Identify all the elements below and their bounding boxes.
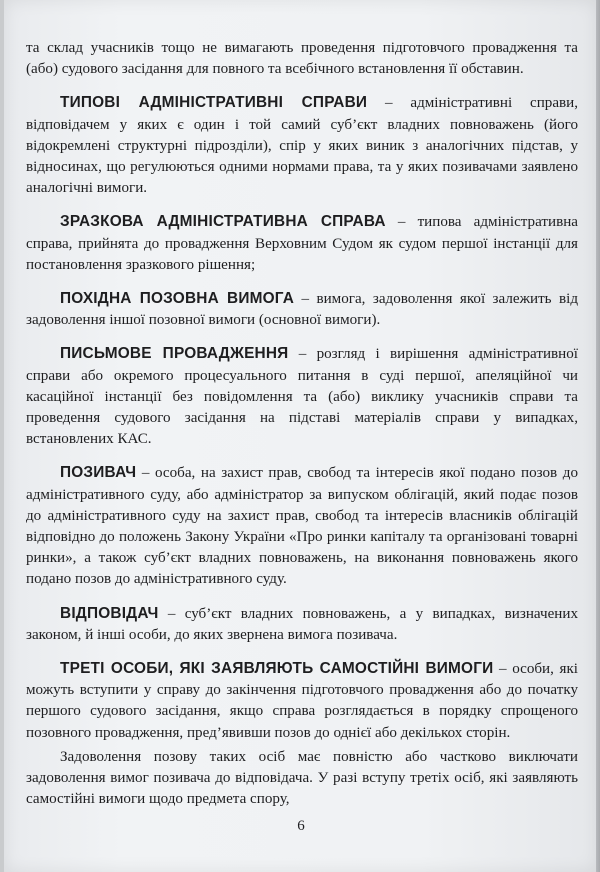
entry-written-proceedings xyxy=(26,343,578,450)
entry-third-parties xyxy=(26,658,578,744)
term-plaintiff: ПОЗИВАЧ xyxy=(60,464,137,482)
definition-model-case: – типова адміністративна справа, прийнята до провадження Верховним Судом як судом першої інстанції для постановлення зразкового рішення; xyxy=(26,214,578,273)
term-written-proceedings: ПИСЬМОВЕ ПРОВАДЖЕННЯ xyxy=(60,345,289,363)
closing-paragraph: Задоволення позову таких осіб має повністю або частково виключати задоволення вимог позивача до відповідача. У разі вступу третіх осіб, які заявляють самостійні вимоги щодо предмета спору, xyxy=(26,748,578,808)
entry-defendant xyxy=(26,603,578,646)
entry-plaintiff xyxy=(26,462,578,590)
page-number: 6 xyxy=(297,818,305,834)
page-text xyxy=(26,38,578,811)
entry-model-case xyxy=(26,211,578,276)
definition-plaintiff: – особа, на захист прав, свобод та інтересів якої подано позов до адміністративного суду, або адміністратор за випуском облігацій, який подає позов до адміністративного суду на захист прав, свобод та інтересів власників облігацій відповідно до положень Закону України «Про ринки капіталу та організовані товарні ринки», а також суб’єкт владних повноважень, на виконання повноважень якого подано позов до адміністративного суду. xyxy=(26,465,578,588)
definition-derived-claim: – вимога, задоволення якої залежить від задоволення іншої позовної вимоги (основної вимоги). xyxy=(26,291,578,329)
page-edge xyxy=(596,0,600,872)
definition-typical-cases: – адміністративні справи, відповідачем у яких є один і той самий суб’єкт владних повноважень (його відокремлені структурні підрозділи), спір у яких виник з аналогічних підстав, у відносинах, що регулюються одними нормами права, та у яких позивачами заявлено аналогічні вимоги. xyxy=(26,95,578,197)
opening-paragraph: та склад учасників тощо не вимагають проведення підготовчого провадження та (або) судового засідання для повного та всебічного встановлення її обставин. xyxy=(26,40,578,78)
entry-typical-cases xyxy=(26,92,578,199)
definition-third-parties: – особи, які можуть вступити у справу до закінчення підготовчого провадження або до початку першого судового засідання, якщо справа розглядається в порядку спрощеного позовного провадження, пред’явивши позов до однієї або декількох сторін. xyxy=(26,661,578,741)
term-derived-claim: ПОХІДНА ПОЗОВНА ВИМОГА xyxy=(60,290,295,308)
definition-defendant: – суб’єкт владних повноважень, а у випадках, визначених законом, й інші особи, до яких звернена вимога позивача. xyxy=(26,605,578,643)
term-defendant: ВІДПОВІДАЧ xyxy=(60,604,159,622)
term-third-parties: ТРЕТІ ОСОБИ, ЯКІ ЗАЯВЛЯЮТЬ САМОСТІЙНІ ВИМОГИ xyxy=(60,660,494,678)
term-typical-cases: ТИПОВІ АДМІНІСТРАТИВНІ СПРАВИ xyxy=(60,94,368,112)
term-model-case: ЗРАЗКОВА АДМІНІСТРАТИВНА СПРАВА xyxy=(60,213,386,231)
entry-derived-claim xyxy=(26,288,578,331)
definition-written-proceedings: – розгляд і вирішення адміністративної справи або окремого процесуального питання в суді першої, апеляційної чи касаційної інстанції без повідомлення та (або) виклику учасників справи та проведення судового засідання на підставі матеріалів справи у випадках, встановлених КАС. xyxy=(26,346,578,448)
document-page xyxy=(4,0,598,872)
